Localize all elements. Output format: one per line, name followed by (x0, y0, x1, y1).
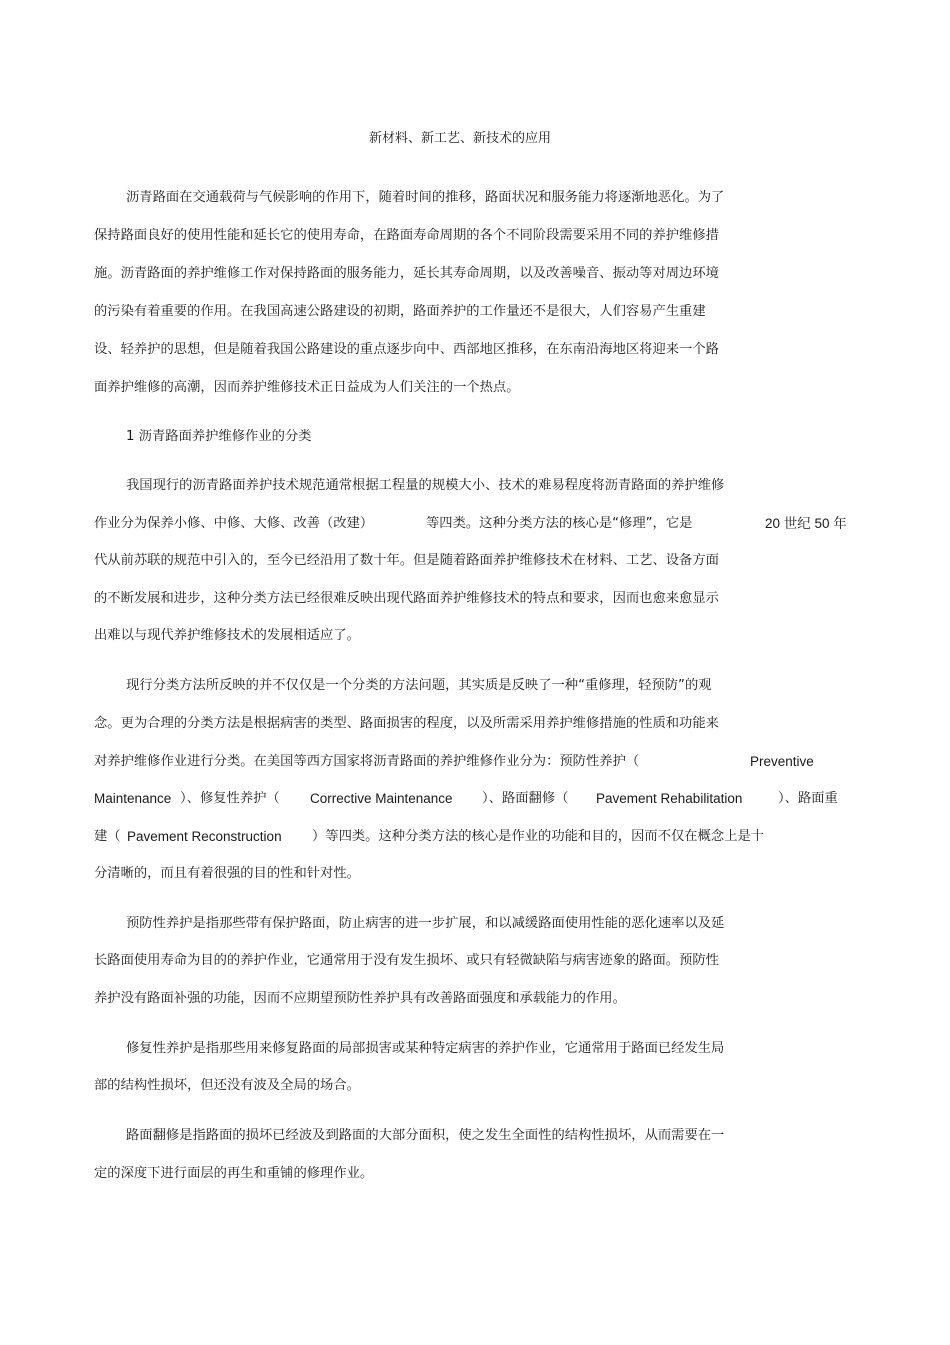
paragraph-3-line-4-part-2: ）、修复性养护（ (180, 791, 280, 806)
paragraph-3-line-5-part-2: Pavement Reconstruction (127, 829, 282, 844)
paragraph-1-line-6: 面养护维修的高潮，因而养护维修技术正日益成为人们关注的一个热点。 (94, 380, 520, 395)
paragraph-4-line-2: 长路面使用寿命为目的的养护作业，它通常用于没有发生损坏、或只有轻微缺陷与病害迹象的路面。预防性 (94, 953, 719, 968)
paragraph-3-line-4-part-1: Maintenance (94, 791, 172, 806)
paragraph-1-line-5: 设、轻养护的思想，但是随着我国公路建设的重点逐步向中、西部地区推移，在东南沿海地区将迎来一个路 (94, 342, 719, 357)
paragraph-6-line-1: 路面翻修是指路面的损坏已经波及到路面的大部分面积，使之发生全面性的结构性损坏，从而需要在一 (126, 1128, 725, 1143)
paragraph-2-line-1: 我国现行的沥青路面养护技术规范通常根据工程量的规模大小、技术的难易程度将沥青路面的养护维修 (126, 478, 725, 493)
paragraph-1-line-1: 沥青路面在交通载荷与气候影响的作用下，随着时间的推移，路面状况和服务能力将逐渐地恶化。为了 (126, 190, 725, 205)
paragraph-3-line-3-part-1: 对养护维修作业进行分类。在美国等西方国家将沥青路面的养护维修作业分为：预防性养护（ (94, 754, 640, 769)
paragraph-5-line-2: 部的结构性损坏，但还没有波及全局的场合。 (94, 1078, 360, 1093)
paragraph-3-line-4-part-5: Pavement Rehabilitation (596, 791, 743, 806)
paragraph-3-line-5-part-3: ）等四类。这种分类方法的核心是作业的功能和目的，因而不仅在概念上是十 (312, 829, 765, 844)
paragraph-3-line-6: 分清晰的，而且有着很强的目的性和针对性。 (94, 866, 360, 881)
paragraph-6-line-2: 定的深度下进行面层的再生和重铺的修理作业。 (94, 1166, 374, 1181)
paragraph-2-line-3: 代从前苏联的规范中引入的，至今已经沿用了数十年。但是随着路面养护维修技术在材料、工艺、设备方面 (94, 553, 719, 568)
paragraph-2-line-5: 出难以与现代养护维修技术的发展相适应了。 (94, 628, 360, 643)
paragraph-3-line-5-part-1: 建（ (94, 829, 121, 844)
document-title: 新材料、新工艺、新技术的应用 (368, 131, 551, 146)
paragraph-2-line-4: 的不断发展和进步，这种分类方法已经很难反映出现代路面养护维修技术的特点和要求，因而也愈来愈显示 (94, 591, 719, 606)
paragraph-5-line-1: 修复性养护是指那些用来修复路面的局部损害或某种特定病害的养护作业，它通常用于路面已经发生局 (126, 1041, 725, 1056)
section-heading-1: 1 沥青路面养护维修作业的分类 (126, 429, 312, 444)
paragraph-3-line-4-part-3: Corrective Maintenance (310, 791, 453, 806)
paragraph-4-line-1: 预防性养护是指那些带有保护路面，防止病害的进一步扩展，和以减缓路面使用性能的恶化速率以及延 (126, 916, 725, 931)
paragraph-3-line-4-part-4: ）、路面翻修（ (482, 791, 569, 806)
paragraph-3-line-4-part-6: ）、路面重 (778, 791, 838, 806)
paragraph-1-line-3: 施。沥青路面的养护维修工作对保持路面的服务能力，延长其寿命周期，以及改善噪音、振动等对周边环境 (94, 266, 719, 281)
paragraph-1-line-4: 的污染有着重要的作用。在我国高速公路建设的初期，路面养护的工作量还不是很大，人们容易产生重建 (94, 304, 706, 319)
paragraph-3-line-2: 念。更为合理的分类方法是根据病害的类型、路面损害的程度，以及所需采用养护维修措施的性质和功能来 (94, 716, 719, 731)
paragraph-4-line-3: 养护没有路面补强的功能，因而不应期望预防性养护具有改善路面强度和承载能力的作用。 (94, 991, 626, 1006)
paragraph-3-line-1: 现行分类方法所反映的并不仅仅是一个分类的方法问题，其实质是反映了一种“重修理，轻预防”的观 (126, 678, 712, 693)
paragraph-2-line-2-part-2: 等四类。这种分类方法的核心是“修理”，它是 (426, 516, 693, 531)
paragraph-2-line-2-part-1: 作业分为保养小修、中修、大修、改善（改建） (94, 516, 374, 531)
paragraph-1-line-2: 保持路面良好的使用性能和延长它的使用寿命，在路面寿命周期的各个不同阶段需要采用不同的养护维修措 (94, 228, 719, 243)
paragraph-3-line-3-part-2: Preventive (750, 754, 814, 769)
paragraph-2-line-2-part-3: 20 世纪 50 年 (765, 516, 847, 531)
